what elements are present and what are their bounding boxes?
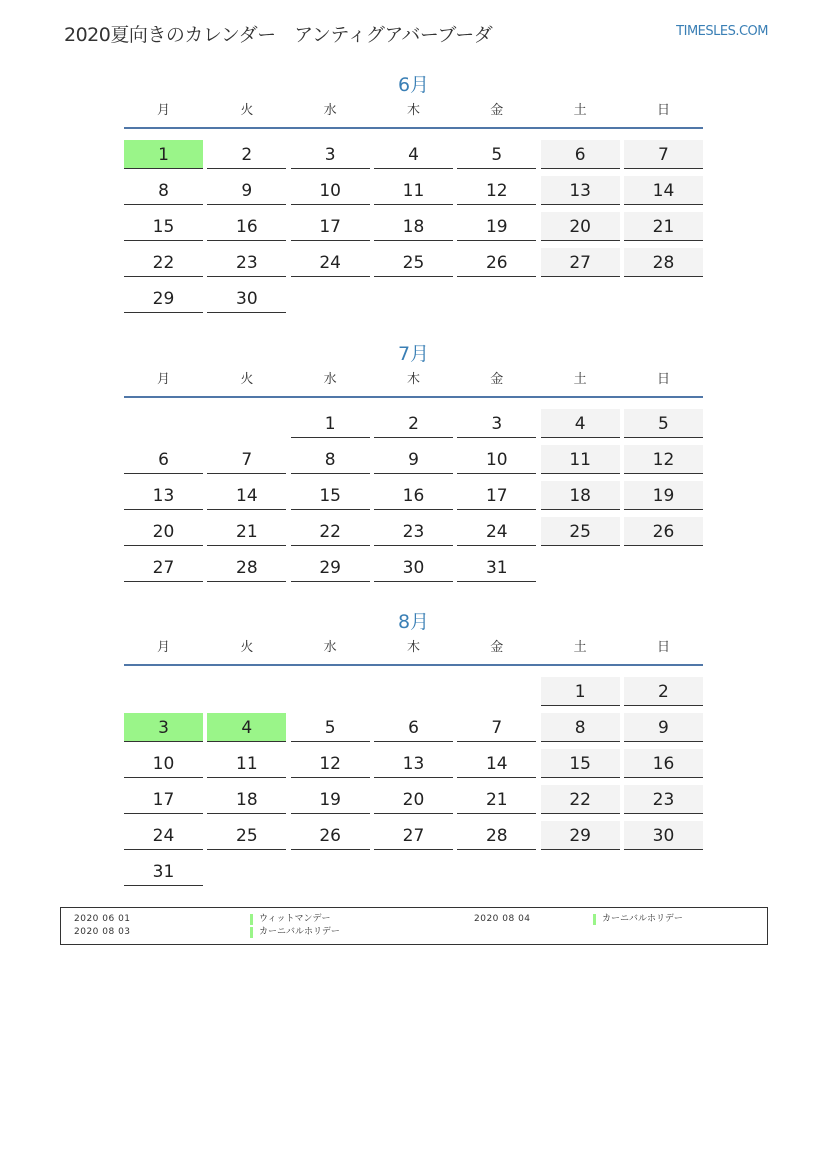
week-row	[124, 820, 703, 856]
empty-cell	[541, 857, 620, 886]
day-cell[interactable]: 11	[207, 749, 286, 778]
day-cell[interactable]: 25	[374, 248, 453, 277]
weekday-label: 日	[656, 372, 670, 387]
day-cell[interactable]: 22	[124, 248, 203, 277]
legend-holiday-name: カーニバルホリデー	[250, 927, 340, 938]
day-cell[interactable]: 31	[457, 553, 536, 582]
day-cell[interactable]: 24	[457, 517, 536, 546]
empty-cell	[457, 857, 536, 886]
empty-cell	[624, 553, 703, 582]
weekday-header	[124, 100, 703, 129]
day-cell[interactable]: 16	[207, 212, 286, 241]
day-cell[interactable]: 7	[624, 140, 703, 169]
day-cell[interactable]: 4	[374, 140, 453, 169]
day-cell[interactable]: 9	[624, 713, 703, 742]
day-cell[interactable]: 3	[457, 409, 536, 438]
day-cell[interactable]: 23	[374, 517, 453, 546]
day-cell[interactable]: 15	[291, 481, 370, 510]
holiday-legend	[60, 907, 768, 945]
empty-cell	[374, 857, 453, 886]
weekday-label: 日	[656, 103, 670, 118]
month-block	[124, 339, 703, 588]
day-cell[interactable]: 6	[541, 140, 620, 169]
day-cell[interactable]: 18	[374, 212, 453, 241]
month-title: 7月	[397, 343, 430, 365]
day-cell[interactable]: 27	[374, 821, 453, 850]
empty-cell	[291, 677, 370, 706]
day-cell[interactable]: 13	[124, 481, 203, 510]
day-cell[interactable]: 30	[624, 821, 703, 850]
legend-date: 2020 06 01	[74, 914, 131, 924]
day-cell[interactable]: 30	[207, 284, 286, 313]
empty-cell	[541, 553, 620, 582]
page-title: 2020夏向きのカレンダー アンティグアバーブーダ	[64, 24, 493, 46]
day-cell[interactable]: 21	[207, 517, 286, 546]
day-cell[interactable]: 12	[457, 176, 536, 205]
empty-cell	[457, 677, 536, 706]
day-cell[interactable]: 1	[124, 140, 203, 169]
day-cell[interactable]: 19	[624, 481, 703, 510]
day-cell[interactable]: 20	[541, 212, 620, 241]
day-cell[interactable]: 1	[291, 409, 370, 438]
weekday-label: 土	[573, 372, 587, 387]
legend-holiday-name: ウィットマンデー	[250, 914, 330, 925]
day-cell[interactable]: 9	[207, 176, 286, 205]
day-cell[interactable]: 17	[124, 785, 203, 814]
empty-cell	[124, 677, 203, 706]
empty-cell	[541, 284, 620, 313]
day-cell[interactable]: 4	[541, 409, 620, 438]
day-cell[interactable]: 23	[624, 785, 703, 814]
week-row	[124, 211, 703, 247]
day-cell[interactable]: 23	[207, 248, 286, 277]
weekday-header	[124, 369, 703, 398]
weekday-label: 土	[573, 103, 587, 118]
day-cell[interactable]: 10	[124, 749, 203, 778]
empty-cell	[207, 409, 286, 438]
weekday-label: 金	[490, 372, 504, 387]
week-row	[124, 283, 703, 319]
weekday-label: 水	[323, 372, 337, 387]
day-cell[interactable]: 11	[541, 445, 620, 474]
week-row	[124, 676, 703, 712]
empty-cell	[624, 857, 703, 886]
day-cell[interactable]: 5	[624, 409, 703, 438]
day-cell[interactable]: 9	[374, 445, 453, 474]
site-link[interactable]: TIMESLES.COM	[676, 24, 768, 39]
week-row	[124, 552, 703, 588]
empty-cell	[291, 857, 370, 886]
month-title: 6月	[397, 74, 430, 96]
day-cell[interactable]: 16	[374, 481, 453, 510]
week-row	[124, 139, 703, 175]
weekday-label: 月	[156, 103, 170, 118]
week-row	[124, 712, 703, 748]
day-cell[interactable]: 15	[541, 749, 620, 778]
day-cell[interactable]: 21	[624, 212, 703, 241]
week-row	[124, 444, 703, 480]
empty-cell	[124, 409, 203, 438]
month-block	[124, 607, 703, 892]
empty-cell	[207, 857, 286, 886]
week-row	[124, 175, 703, 211]
month-title: 8月	[397, 611, 430, 633]
day-cell[interactable]: 26	[624, 517, 703, 546]
empty-cell	[457, 284, 536, 313]
day-cell[interactable]: 17	[291, 212, 370, 241]
day-cell[interactable]: 27	[124, 553, 203, 582]
day-cell[interactable]: 20	[124, 517, 203, 546]
day-cell[interactable]: 14	[207, 481, 286, 510]
day-cell[interactable]: 7	[207, 445, 286, 474]
day-cell[interactable]: 28	[207, 553, 286, 582]
day-cell[interactable]: 5	[457, 140, 536, 169]
day-cell[interactable]: 2	[374, 409, 453, 438]
weekday-label: 金	[490, 640, 504, 655]
day-cell[interactable]: 17	[457, 481, 536, 510]
month-block	[124, 70, 703, 319]
day-cell[interactable]: 6	[374, 713, 453, 742]
legend-date: 2020 08 04	[474, 914, 531, 924]
day-cell[interactable]: 12	[291, 749, 370, 778]
week-row	[124, 856, 703, 892]
day-cell[interactable]: 10	[457, 445, 536, 474]
empty-cell	[291, 284, 370, 313]
day-cell[interactable]: 10	[291, 176, 370, 205]
weekday-label: 木	[406, 372, 420, 387]
empty-cell	[374, 284, 453, 313]
weekday-label: 土	[573, 640, 587, 655]
empty-cell	[207, 677, 286, 706]
day-cell[interactable]: 8	[541, 713, 620, 742]
weekday-label: 月	[156, 640, 170, 655]
weekday-label: 日	[656, 640, 670, 655]
day-cell[interactable]: 20	[374, 785, 453, 814]
legend-holiday-name: カーニバルホリデー	[593, 914, 683, 925]
day-cell[interactable]: 7	[457, 713, 536, 742]
week-row	[124, 784, 703, 820]
day-cell[interactable]: 13	[541, 176, 620, 205]
day-cell[interactable]: 4	[207, 713, 286, 742]
day-cell[interactable]: 14	[457, 749, 536, 778]
day-cell[interactable]: 3	[291, 140, 370, 169]
day-cell[interactable]: 19	[457, 212, 536, 241]
day-cell[interactable]: 25	[207, 821, 286, 850]
day-cell[interactable]: 18	[207, 785, 286, 814]
weekday-label: 火	[240, 640, 254, 655]
day-cell[interactable]: 29	[124, 284, 203, 313]
day-cell[interactable]: 16	[624, 749, 703, 778]
week-row	[124, 748, 703, 784]
day-cell[interactable]: 11	[374, 176, 453, 205]
day-cell[interactable]: 19	[291, 785, 370, 814]
day-cell[interactable]: 27	[541, 248, 620, 277]
day-cell[interactable]: 13	[374, 749, 453, 778]
legend-date: 2020 08 03	[74, 927, 131, 937]
empty-cell	[374, 677, 453, 706]
weekday-label: 木	[406, 103, 420, 118]
day-cell[interactable]: 12	[624, 445, 703, 474]
day-cell[interactable]: 25	[541, 517, 620, 546]
day-cell[interactable]: 21	[457, 785, 536, 814]
day-cell[interactable]: 22	[291, 517, 370, 546]
day-cell[interactable]: 3	[124, 713, 203, 742]
day-cell[interactable]: 31	[124, 857, 203, 886]
day-cell[interactable]: 28	[457, 821, 536, 850]
day-cell[interactable]: 24	[124, 821, 203, 850]
weekday-label: 火	[240, 372, 254, 387]
day-cell[interactable]: 26	[457, 248, 536, 277]
day-cell[interactable]: 14	[624, 176, 703, 205]
day-cell[interactable]: 15	[124, 212, 203, 241]
week-row	[124, 516, 703, 552]
day-cell[interactable]: 6	[124, 445, 203, 474]
day-cell[interactable]: 29	[541, 821, 620, 850]
day-cell[interactable]: 28	[624, 248, 703, 277]
weekday-label: 木	[406, 640, 420, 655]
day-cell[interactable]: 5	[291, 713, 370, 742]
weekday-label: 火	[240, 103, 254, 118]
weekday-label: 水	[323, 640, 337, 655]
weekday-label: 水	[323, 103, 337, 118]
day-cell[interactable]: 2	[624, 677, 703, 706]
week-row	[124, 247, 703, 283]
week-row	[124, 408, 703, 444]
day-cell[interactable]: 8	[124, 176, 203, 205]
day-cell[interactable]: 8	[291, 445, 370, 474]
week-row	[124, 480, 703, 516]
weekday-label: 月	[156, 372, 170, 387]
day-cell[interactable]: 26	[291, 821, 370, 850]
day-cell[interactable]: 18	[541, 481, 620, 510]
empty-cell	[624, 284, 703, 313]
day-cell[interactable]: 2	[207, 140, 286, 169]
day-cell[interactable]: 24	[291, 248, 370, 277]
day-cell[interactable]: 30	[374, 553, 453, 582]
weekday-header	[124, 637, 703, 666]
day-cell[interactable]: 29	[291, 553, 370, 582]
weekday-label: 金	[490, 103, 504, 118]
day-cell[interactable]: 1	[541, 677, 620, 706]
day-cell[interactable]: 22	[541, 785, 620, 814]
